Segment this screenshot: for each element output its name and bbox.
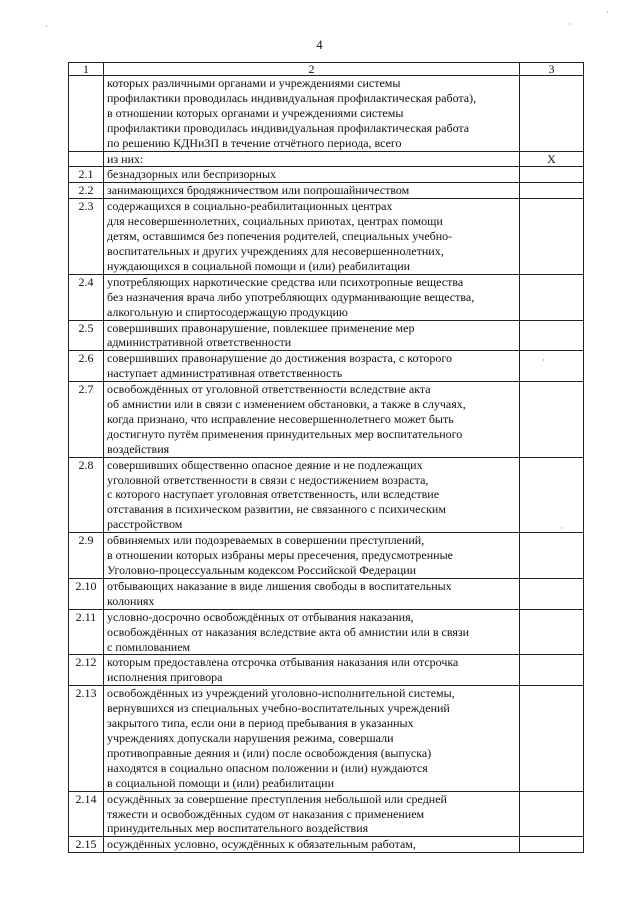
row-value (520, 274, 584, 320)
description-line: нуждающихся в социальной помощи и (или) реабилитации (107, 258, 411, 273)
description-line: колониях (107, 593, 155, 608)
description-line: алкогольную и спиртосодержащую продукцию (107, 304, 348, 319)
description-line: исполнения приговора (107, 670, 223, 685)
description-line: отбывающих наказание в виде лишения свободы в воспитательных (107, 578, 452, 593)
header-col-3: 3 (520, 63, 584, 76)
description-line: содержащихся в социально-реабилитационных центрах (107, 199, 393, 214)
table-row (69, 183, 584, 199)
page-number: 4 (316, 38, 323, 52)
description-line: закрытого типа, если они в период пребывания в указанных (107, 716, 414, 731)
row-number: 2.13 (69, 686, 104, 791)
row-value (520, 382, 584, 458)
description-line: с помилованием (107, 639, 191, 654)
description-line: из них: (107, 151, 144, 166)
description-line: для несовершеннолетних, социальных приютах, центрах помощи (107, 214, 443, 229)
description-line: занимающихся бродяжничеством или попрошайничеством (107, 183, 410, 198)
description-line: об амнистии или в связи с изменением обстановки, а также в случаях, (107, 397, 466, 412)
description-line: воздействия (107, 441, 170, 456)
table-row (69, 274, 584, 320)
description-line: в отношении которых избраны меры пресечения, предусмотренные (107, 548, 453, 563)
row-number: 2.12 (69, 655, 104, 686)
row-value (520, 183, 584, 199)
row-description (104, 609, 520, 655)
scan-speck: · (606, 7, 609, 17)
description-line: освобождённых от наказания вследствие акта об амнистии или в связи (107, 624, 470, 639)
row-value (520, 655, 584, 686)
description-line: детям, оставшимся без попечения родителей, специальных учебно- (107, 229, 453, 244)
description-line: профилактики проводилась индивидуальная профилактическая работа (107, 120, 470, 135)
row-value (520, 76, 584, 152)
description-line: тяжести и освобождённых судом от наказания с применением (107, 806, 425, 821)
description-line: без назначения врача либо употребляющих одурманивающие вещества, (107, 289, 475, 304)
row-description (104, 837, 520, 853)
row-number (69, 76, 104, 152)
row-number: 2.5 (69, 320, 104, 351)
row-description (104, 655, 520, 686)
description-line: которым предоставлена отсрочка отбывания наказания или отсрочка (107, 655, 459, 670)
table-row (69, 686, 584, 791)
row-number: 2.9 (69, 533, 104, 579)
row-number: 2.4 (69, 274, 104, 320)
row-value (520, 320, 584, 351)
description-line: административной ответственности (107, 335, 292, 350)
description-line: расстройством (107, 517, 183, 532)
description-line: находятся в социально опасном положении и (или) нуждаются (107, 760, 428, 775)
description-line: которых различными органами и учреждениями системы (107, 76, 401, 90)
description-line: противоправные деяния и (или) после освобождения (выпуска) (107, 745, 432, 760)
row-number: 2.6 (69, 351, 104, 382)
row-description (104, 76, 520, 152)
description-line: Уголовно-процессуальным кодексом Российской Федерации (107, 563, 417, 577)
description-line: осуждённых за совершение преступления небольшой или средней (107, 791, 447, 806)
row-description (104, 351, 520, 382)
description-line: отставания в психическом развитии, не связанного с психическим (107, 502, 446, 517)
statistics-table (68, 62, 584, 853)
table-row (69, 837, 584, 853)
table-row (69, 76, 584, 152)
row-description (104, 578, 520, 609)
row-description (104, 382, 520, 458)
scan-speck: · (568, 19, 571, 29)
table-row (69, 791, 584, 837)
row-value (520, 457, 584, 533)
description-line: употребляющих наркотические средства или психотропные вещества (107, 274, 464, 289)
row-description (104, 183, 520, 199)
row-description (104, 199, 520, 275)
table-row (69, 351, 584, 382)
table-row (69, 655, 584, 686)
row-description (104, 686, 520, 791)
header-col-2: 2 (104, 63, 520, 76)
description-line: в отношении которых органами и учреждениями системы (107, 105, 404, 120)
row-description (104, 151, 520, 167)
description-line: вернувшихся из специальных учебно-воспитательных учреждений (107, 701, 450, 716)
scan-speck: · (45, 21, 48, 31)
row-value (520, 167, 584, 183)
scan-speck: · (560, 523, 563, 533)
description-line: обвиняемых или подозреваемых в совершении преступлений, (107, 533, 425, 548)
table-header-row (69, 63, 584, 76)
row-number: 2.1 (69, 167, 104, 183)
description-line: достигнуто путём применения принудительных мер воспитательного (107, 426, 463, 441)
description-line: осуждённых условно, осуждённых к обязательным работам, (107, 837, 416, 852)
row-value (520, 686, 584, 791)
description-line: совершивших общественно опасное деяние и не подлежащих (107, 457, 423, 472)
row-value (520, 199, 584, 275)
table-row (69, 533, 584, 579)
row-value (520, 533, 584, 579)
row-description (104, 274, 520, 320)
table-row (69, 578, 584, 609)
description-line: с которого наступает уголовная ответственность, или вследствие (107, 487, 440, 502)
description-line: безнадзорных или беспризорных (107, 167, 277, 182)
description-line: когда признано, что исправление несовершеннолетнего может быть (107, 411, 454, 426)
row-value (520, 791, 584, 837)
description-line: освобождённых от уголовной ответственности вследствие акта (107, 382, 431, 397)
table-row (69, 199, 584, 275)
row-value (520, 351, 584, 382)
row-value (520, 609, 584, 655)
row-description (104, 533, 520, 579)
description-line: совершивших правонарушение до достижения возраста, с которого (107, 351, 453, 366)
row-number: 2.14 (69, 791, 104, 837)
description-line: по решению КДНиЗП в течение отчётного периода, всего (107, 135, 402, 150)
description-line: освобождённых из учреждений уголовно-исполнительной системы, (107, 686, 455, 701)
description-line: воспитательных и других учреждениях для несовершеннолетних, (107, 243, 444, 258)
row-value (520, 578, 584, 609)
row-description (104, 457, 520, 533)
description-line: наступает административная ответственность (107, 366, 343, 381)
table-row (69, 457, 584, 533)
row-number: 2.8 (69, 457, 104, 533)
row-number: 2.7 (69, 382, 104, 458)
row-number: 2.15 (69, 837, 104, 853)
row-description (104, 320, 520, 351)
row-description (104, 791, 520, 837)
row-number: 2.10 (69, 578, 104, 609)
description-line: учреждениях допускали нарушения режима, совершали (107, 730, 394, 745)
row-number: 2.2 (69, 183, 104, 199)
table-row (69, 151, 584, 167)
row-number: 2.11 (69, 609, 104, 655)
table-row (69, 382, 584, 458)
row-value: X (520, 151, 584, 167)
description-line: в социальной помощи и (или) реабилитации (107, 775, 334, 790)
description-line: профилактики проводилась индивидуальная профилактическая работа), (107, 90, 477, 105)
description-line: условно-досрочно освобождённых от отбывания наказания, (107, 609, 414, 624)
header-col-1: 1 (69, 63, 104, 76)
row-number: 2.3 (69, 199, 104, 275)
description-line: принудительных мер воспитательного воздействия (107, 821, 369, 836)
description-line: совершивших правонарушение, повлекшее применение мер (107, 320, 415, 335)
row-number (69, 151, 104, 167)
table-row (69, 320, 584, 351)
table-row (69, 167, 584, 183)
row-description (104, 167, 520, 183)
table-row (69, 609, 584, 655)
scan-speck: · (542, 355, 545, 365)
row-value (520, 837, 584, 853)
description-line: уголовной ответственности в связи с недостижением возраста, (107, 472, 429, 487)
